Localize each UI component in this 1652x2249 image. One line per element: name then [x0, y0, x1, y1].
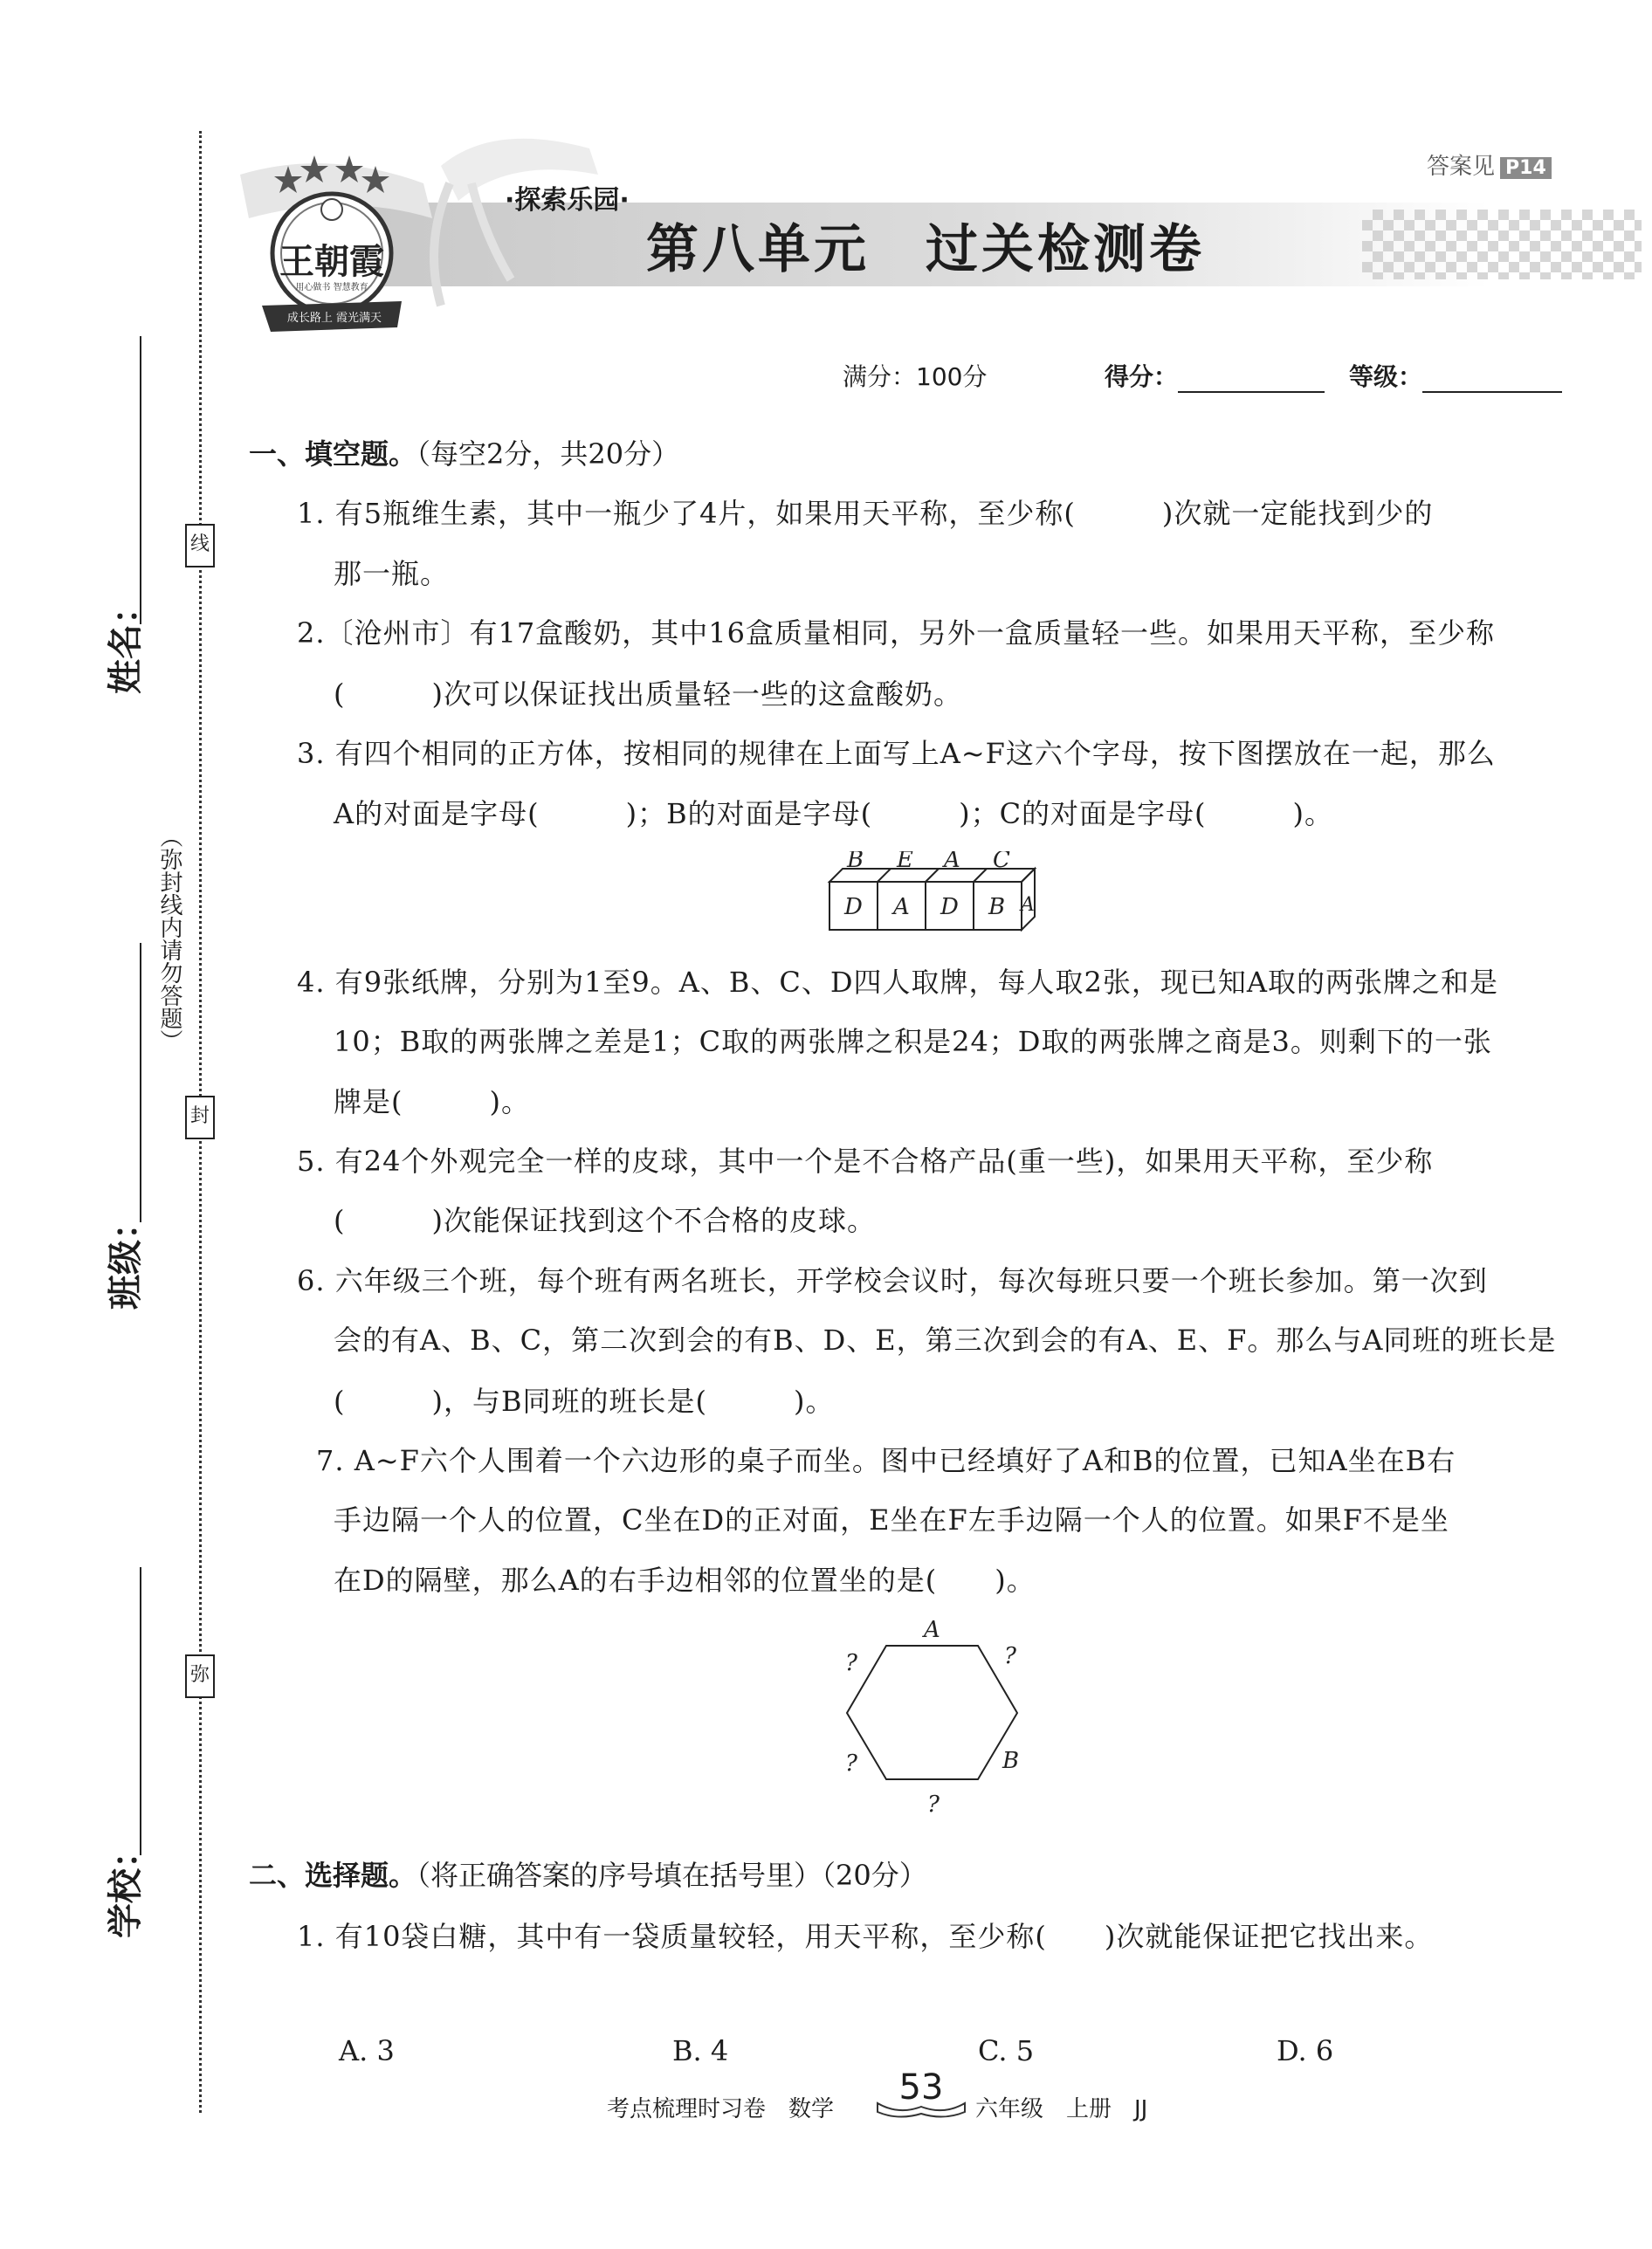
q5-line1: 5. 有24个外观完全一样的皮球，其中一个是不合格产品(重一些)，如果用天平称，至少称: [297, 1145, 1434, 1178]
class-blank-line[interactable]: [140, 943, 141, 1222]
option-d[interactable]: D. 6: [1277, 2034, 1334, 2067]
s2-q1: 1. 有10袋白糖，其中有一袋质量较轻，用天平称，至少称( )次就能保证把它找出来。: [297, 1920, 1434, 1953]
cube-top-letter: A: [944, 851, 960, 873]
cube-top-letter: E: [897, 851, 913, 873]
seal-mark-mi: 弥: [185, 1654, 215, 1698]
hexagon-label-top: A: [924, 1617, 940, 1643]
footer-book-title: 考点梳理时习卷 数学: [607, 2096, 835, 2122]
q6-line1: 6. 六年级三个班，每个班有两名班长，开学校会议时，每次每班只要一个班长参加。第一次到: [297, 1264, 1488, 1297]
page-title: 第八单元 过关检测卷: [646, 219, 1205, 280]
hexagon-label-lower-right: B: [1002, 1748, 1020, 1774]
seal-mark-feng: 封: [185, 1096, 215, 1139]
option-b[interactable]: B. 4: [672, 2034, 729, 2067]
q3-line1: 3. 有四个相同的正方体，按相同的规律在上面写上A~F这六个字母，按下图摆放在一起，那么: [297, 737, 1496, 770]
score-field: [1105, 358, 1325, 393]
q1-line1: 1. 有5瓶维生素，其中一瓶少了4片，如果用天平称，至少称( )次就一定能找到少的: [297, 497, 1434, 530]
q4-line1: 4. 有9张纸牌，分别为1至9。A、B、C、D四人取牌，每人取2张，现已知A取的两张牌之和是: [297, 966, 1499, 999]
q6-line2: 会的有A、B、C，第二次到会的有B、D、E，第三次到会的有A、E、F。那么与A同班的班长是: [334, 1324, 1557, 1357]
answer-ref-label: 答案见: [1427, 154, 1496, 180]
cube-side-letter: A: [1021, 894, 1035, 916]
hexagon-label-lower-left: ?: [845, 1750, 857, 1777]
logo-text: 王朝霞: [279, 241, 384, 282]
full-score: 满分：100分: [843, 362, 988, 391]
section1-heading: [249, 432, 679, 472]
school-blank-line[interactable]: [140, 1567, 141, 1855]
logo-slogan-1: 用心做书 智慧教育: [295, 283, 368, 292]
section2-heading: [249, 1854, 927, 1894]
score-label: 得分：: [1105, 362, 1179, 391]
q7-line3: 在D的隔壁，那么A的右手边相邻的位置坐的是( )。: [334, 1564, 1036, 1597]
name-label: 姓名：: [106, 589, 146, 694]
logo-slogan-2: 成长路上 霞光满天: [286, 312, 382, 325]
section-subtitle: ·探索乐园·: [505, 185, 630, 216]
section2-note: （将正确答案的序号填在括号里）（20分）: [416, 1859, 927, 1892]
seal-note: （弥封线内请勿答题）: [156, 825, 182, 1052]
publisher-logo: [253, 140, 410, 340]
class-label: 班级：: [106, 1205, 146, 1310]
q1-line2: 那一瓶。: [334, 557, 450, 590]
grade-field: [1349, 358, 1562, 393]
section2-title: 二、选择题。: [249, 1859, 417, 1892]
q2-line2: ( )次可以保证找出质量轻一些的这盒酸奶。: [334, 677, 962, 711]
q4-line2: 10；B取的两张牌之差是1；C取的两张牌之积是24；D取的两张牌之商是3。则剩下的一张: [334, 1025, 1492, 1058]
cube-front-letter: D: [844, 894, 863, 920]
q5-line2: ( )次能保证找到这个不合格的皮球。: [334, 1204, 876, 1237]
cube-top-letter: B: [847, 851, 864, 873]
hexagon-label-bottom: ?: [927, 1792, 940, 1816]
q4-line3: 牌是( )。: [334, 1085, 530, 1118]
q7-line1: 7. A~F六个人围着一个六边形的桌子而坐。图中已经填好了A和B的位置，已知A坐在B右: [316, 1444, 1456, 1477]
cube-front-letter: A: [893, 894, 910, 920]
option-c[interactable]: C. 5: [978, 2034, 1035, 2067]
footer-grade: 六年级 上册 JJ: [975, 2096, 1148, 2122]
section1-note: （每空2分，共20分）: [416, 437, 680, 471]
q3-line2: A的对面是字母( )；B的对面是字母( )；C的对面是字母( )。: [334, 797, 1334, 830]
answer-ref-page: P14: [1500, 157, 1552, 179]
cube-top-letter: C: [993, 851, 1010, 873]
answer-reference: [1427, 148, 1552, 181]
page-number: 53: [898, 2067, 944, 2108]
hexagon-label-upper-left: ?: [845, 1650, 857, 1676]
book-icon: [876, 2100, 967, 2119]
option-a[interactable]: A. 3: [339, 2034, 395, 2067]
cube-figure: [825, 851, 1043, 934]
q2-line1: 2.〔沧州市〕有17盒酸奶，其中16盒质量相同，另外一盒质量轻一些。如果用天平称，至少称: [297, 616, 1495, 650]
q7-line2: 手边隔一个人的位置，C坐在D的正对面，E坐在F左手边隔一个人的位置。如果F不是坐: [334, 1503, 1449, 1537]
cube-front-letter: B: [988, 894, 1006, 920]
hexagon-figure: [829, 1611, 1039, 1816]
checker-decoration: [1362, 210, 1642, 279]
section1-title: 一、填空题。: [249, 437, 417, 471]
seal-mark-xian: 线: [185, 524, 215, 567]
hexagon-label-upper-right: ?: [1004, 1643, 1016, 1669]
grade-label: 等级：: [1349, 362, 1423, 391]
grade-blank[interactable]: [1422, 365, 1562, 393]
q6-line3: ( )，与B同班的班长是( )。: [334, 1385, 835, 1418]
score-blank[interactable]: [1178, 365, 1325, 393]
cube-front-letter: D: [940, 894, 959, 920]
school-label: 学校：: [106, 1833, 146, 1938]
name-blank-line[interactable]: [140, 336, 141, 624]
